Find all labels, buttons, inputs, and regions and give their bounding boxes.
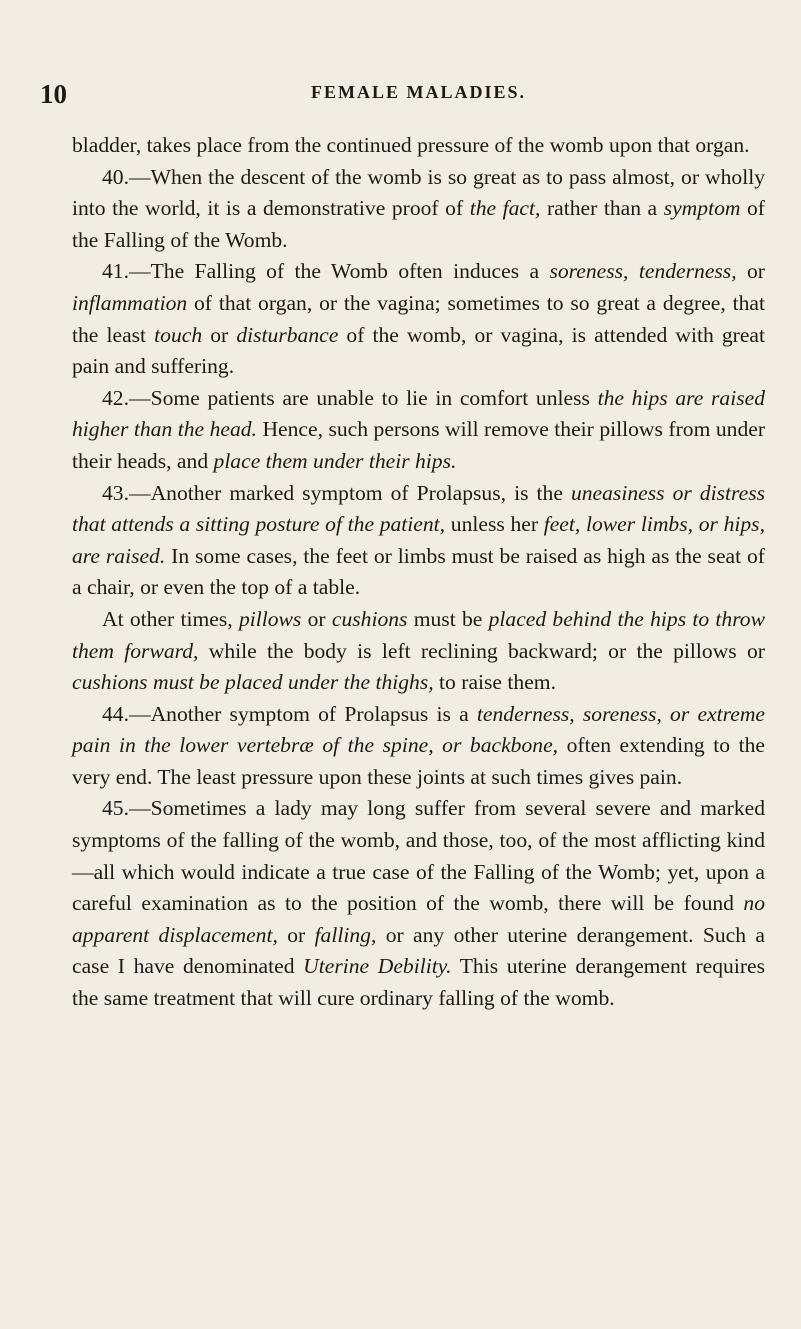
page-header bbox=[40, 78, 765, 118]
italic-text: falling, bbox=[314, 922, 377, 947]
text-segment: 45.—Sometimes a lady may long suffer from several severe and marked symptoms of the falling of the womb, and those, too, of the most afflicting kind—all which would indicate a true case of the Falling of the Womb; yet, upon a careful examination as to the position of the womb, there will be found bbox=[72, 796, 765, 916]
text-segment: or bbox=[736, 259, 765, 284]
italic-text: feet, lower limbs, or hips, are raised. bbox=[72, 512, 765, 568]
running-head: FEMALE MALADIES. bbox=[310, 82, 526, 102]
text-segment: 42.—Some patients are unable to lie in comfort unless bbox=[102, 385, 598, 410]
text-segment: bladder, takes place from the continued pressure of the womb upon that organ. bbox=[72, 133, 750, 157]
italic-text: Uterine Debility. bbox=[303, 954, 452, 979]
italic-text: the hips are raised higher than the head. bbox=[72, 385, 765, 442]
italic-text: uneasiness or distress that attends a sitting posture of the patient, bbox=[72, 480, 766, 537]
text-segment: 41.—The Falling of the Womb often induces a bbox=[102, 259, 550, 284]
text-segment: or any other uterine derangement. Such a case I have denominated bbox=[72, 922, 765, 979]
italic-text: inflammation bbox=[72, 290, 188, 315]
text-segment: or bbox=[301, 606, 332, 631]
paragraph bbox=[72, 478, 765, 604]
italic-text: tenderness, soreness, or extreme pain in the lower vertebræ of the spine, or backbone, bbox=[72, 701, 765, 758]
text-segment: At other times, bbox=[102, 606, 239, 631]
text-segment: must be bbox=[407, 606, 489, 631]
paragraph bbox=[72, 162, 765, 257]
italic-text: the fact, bbox=[469, 196, 541, 221]
italic-text: placed behind the hips to throw them forward, bbox=[72, 606, 766, 663]
text-segment: In some cases, the feet or limbs must be raised as high as the seat of a chair, or even the top of a table. bbox=[72, 543, 766, 600]
italic-text: symptom bbox=[663, 196, 741, 221]
text-segment: of the Falling of the Womb. bbox=[72, 196, 765, 252]
text-segment: while the body is left reclining backward; or the pillows or bbox=[198, 638, 765, 663]
italic-text: cushions bbox=[331, 606, 408, 631]
italic-text: pillows bbox=[238, 606, 302, 631]
body-text bbox=[72, 130, 765, 1015]
paragraph bbox=[72, 256, 765, 382]
italic-text: place them under their hips. bbox=[213, 448, 457, 473]
paragraph bbox=[72, 793, 765, 1014]
paragraph bbox=[72, 604, 765, 699]
italic-text: touch bbox=[154, 322, 203, 347]
paragraph bbox=[72, 699, 765, 794]
text-segment: to raise them. bbox=[433, 670, 556, 695]
text-segment: Hence, such persons will remove their pillows from under their heads, and bbox=[72, 417, 766, 473]
text-segment: This uterine derangement requires the same treatment that will cure ordinary falling of the womb. bbox=[72, 954, 766, 1011]
paragraph bbox=[72, 130, 765, 162]
text-segment: often extending to the very end. The least pressure upon these joints at such times gives pain. bbox=[72, 733, 766, 789]
text-segment: 40.—When the descent of the womb is so great as to pass almost, or wholly into the world, it is a demonstrative proof of bbox=[72, 164, 765, 221]
text-segment: rather than a bbox=[540, 196, 664, 221]
text-segment: of that organ, or the vagina; sometimes to so great a degree, that the least bbox=[72, 290, 765, 347]
text-segment: 43.—Another marked symptom of Prolapsus, is the bbox=[102, 480, 571, 505]
text-segment: or bbox=[202, 322, 237, 347]
italic-text: disturbance bbox=[236, 322, 339, 347]
text-segment: 44.—Another symptom of Prolapsus is a bbox=[102, 701, 477, 726]
italic-text: no apparent displacement, bbox=[72, 891, 765, 947]
text-segment: or bbox=[277, 922, 315, 947]
italic-text: cushions must be placed under the thighs, bbox=[72, 670, 434, 695]
text-segment: unless her bbox=[445, 512, 544, 537]
page-number: 10 bbox=[40, 79, 67, 109]
text-segment: of the womb, or vagina, is attended with great pain and suffering. bbox=[72, 322, 766, 379]
italic-text: soreness, tenderness, bbox=[549, 259, 737, 284]
paragraph bbox=[72, 383, 765, 478]
